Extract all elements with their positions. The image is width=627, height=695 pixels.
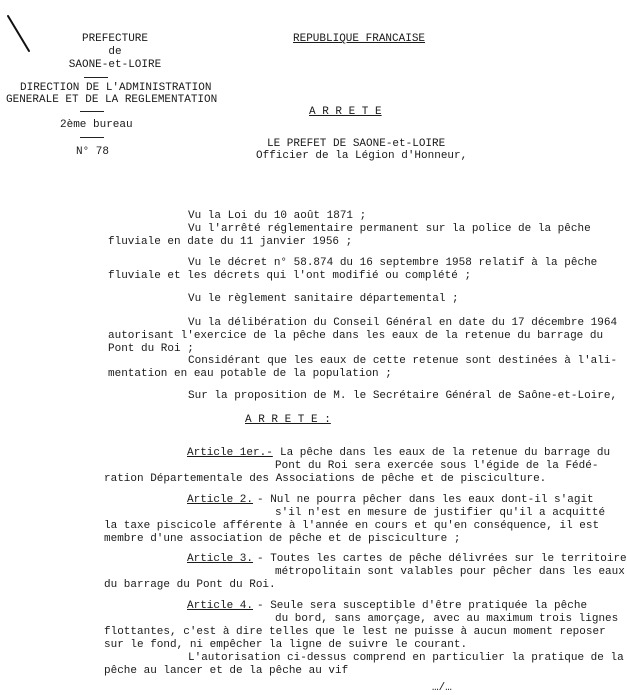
article-4-l5: L'autorisation ci-dessus comprend en particulier la pratique de la: [188, 652, 624, 664]
article-1-l2: Pont du Roi sera exercée sous l'égide de la Fédé-: [275, 460, 599, 472]
article-2-l1: - Nul ne pourra pêcher dans les eaux dont-il s'agit: [257, 494, 594, 506]
prefecture-de: de: [108, 46, 122, 58]
reference-number: N° 78: [76, 146, 110, 158]
divider: [84, 77, 108, 78]
arrete-heading: A R R E T E: [309, 106, 382, 118]
considerant-l1: Considérant que les eaux de cette retenue sont destinées à l'ali-: [188, 355, 618, 367]
prefet-distinction: Officier de la Légion d'Honneur,: [256, 150, 468, 162]
article-1-label: Article 1er.-: [187, 447, 273, 459]
article-4-label: Article 4.: [187, 600, 254, 612]
article-3-l3: du barrage du Pont du Roi.: [104, 579, 276, 591]
margin-pen-stroke: [6, 14, 32, 54]
visa-deliberation-l2: autorisant l'exercice de la pêche dans les eaux de la retenue du barrage du: [108, 330, 604, 342]
article-4-l6: pêche au lancer et de la pêche au vif: [104, 665, 349, 677]
article-3-l1: - Toutes les cartes de pêche délivrées sur le territoire: [257, 553, 627, 565]
article-4-l2: du bord, sans amorçage, avec au maximum trois lignes: [275, 613, 619, 625]
divider: [80, 137, 104, 138]
article-4-l4: sur le fond, ni empêcher la ligne de suivre le courant.: [104, 639, 468, 651]
visa-arrete-l2: fluviale en date du 11 janvier 1956 ;: [108, 236, 353, 248]
visa-decret-l2: fluviale et les décrets qui l'ont modifié ou complété ;: [108, 270, 472, 282]
article-1-l1: La pêche dans les eaux de la retenue du barrage du: [280, 447, 611, 459]
visa-deliberation-l3: Pont du Roi ;: [108, 343, 194, 355]
direction-line-2: GENERALE ET DE LA REGLEMENTATION: [6, 94, 218, 106]
prefecture-label: PREFECTURE: [81, 33, 148, 45]
article-3-l2: métropolitain sont valables pour pêcher dans les eaux: [275, 566, 625, 578]
visa-reglement: Vu le règlement sanitaire départemental ;: [188, 293, 459, 305]
direction-line-1: DIRECTION DE L'ADMINISTRATION: [20, 82, 212, 94]
arrete-subheading: A R R E T E :: [245, 414, 331, 426]
department-name: SAONE-et-LOIRE: [68, 59, 162, 71]
article-2-l2: s'il n'est en mesure de justifier qu'il a acquitté: [275, 507, 606, 519]
proposition-line: Sur la proposition de M. le Secrétaire Général de Saône-et-Loire,: [188, 390, 618, 402]
visa-loi: Vu la Loi du 10 août 1871 ;: [188, 210, 367, 222]
visa-deliberation-l1: Vu la délibération du Conseil Général en date du 17 décembre 1964: [188, 317, 618, 329]
visa-decret-l1: Vu le décret n° 58.874 du 16 septembre 1958 relatif à la pêche: [188, 257, 598, 269]
article-2-label: Article 2.: [187, 494, 254, 506]
divider: [80, 111, 104, 112]
article-4-l1: - Seule sera susceptible d'être pratiquée la pêche: [257, 600, 588, 612]
article-2-l4: membre d'une association de pêche et de pisciculture ;: [104, 533, 461, 545]
article-4-l3: flottantes, c'est à dire telles que le lest ne puisse à aucun moment reposer: [104, 626, 606, 638]
article-1-l3: ration Départementale des Associations de pêche et de pisciculture.: [104, 473, 547, 485]
republique-heading: REPUBLIQUE FRANCAISE: [293, 33, 426, 45]
page-continuation: …/…: [432, 682, 452, 694]
article-2-l3: la taxe piscicole afférente à l'année en cours et qu'en conséquence, il est: [104, 520, 600, 532]
prefet-title: LE PREFET DE SAONE-et-LOIRE: [267, 138, 446, 150]
article-3-label: Article 3.: [187, 553, 254, 565]
visa-arrete-l1: Vu l'arrêté réglementaire permanent sur la police de la pêche: [188, 223, 591, 235]
bureau-label: 2ème bureau: [60, 119, 133, 131]
considerant-l2: mentation en eau potable de la population ;: [108, 368, 392, 380]
